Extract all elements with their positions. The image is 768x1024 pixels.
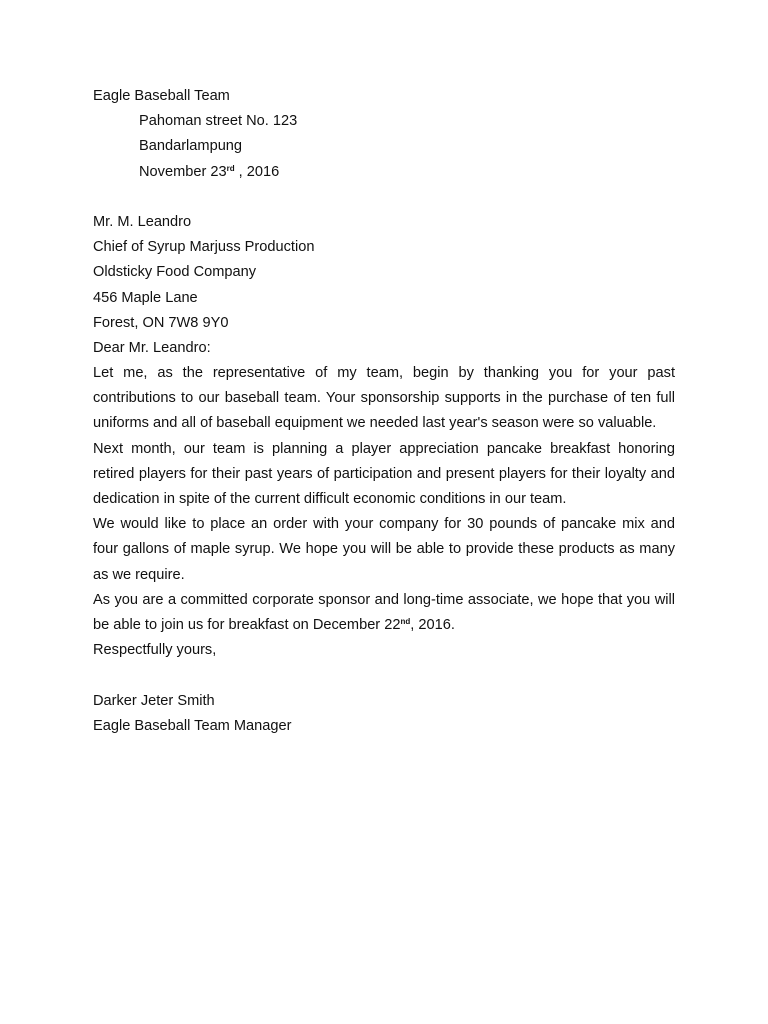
- body-paragraph-4: [93, 588, 675, 638]
- sender-city: Bandarlampung: [139, 138, 243, 155]
- sender-street: Pahoman street No. 123: [139, 113, 298, 130]
- paragraph-4-ordinal: nd: [400, 617, 411, 627]
- spacer: [93, 663, 675, 688]
- recipient-name: Mr. M. Leandro: [93, 213, 192, 230]
- date-suffix: , 2016: [234, 163, 280, 180]
- body-paragraph-3: We would like to place an order with your company for 30 pounds of pancake mix and four gallons of maple syrup. We hope you will be able to provide these products as many as we require.: [93, 516, 675, 583]
- recipient-company: Oldsticky Food Company: [93, 264, 257, 281]
- paragraph-4-text: As you are a committed corporate sponsor and long-time associate, we hope that you will be able to join us for breakfast on December 22: [93, 591, 675, 634]
- salutation: Dear Mr. Leandro:: [93, 339, 211, 356]
- signature-name: Darker Jeter Smith: [93, 692, 215, 709]
- recipient-title: Chief of Syrup Marjuss Production: [93, 239, 315, 256]
- date-prefix: November 23: [139, 163, 227, 180]
- letter-date: [93, 160, 675, 185]
- body-paragraph-1: Let me, as the representative of my team, begin by thanking you for your past contributions to our baseball team. Your sponsorship supports in the purchase of ten full uniforms and all of baseball equipment we needed last year's season were so valuable.: [93, 365, 675, 432]
- letter-page: [93, 84, 675, 739]
- recipient-street: 456 Maple Lane: [93, 289, 198, 306]
- paragraph-4-suffix: , 2016.: [410, 617, 455, 634]
- sender-organization: Eagle Baseball Team: [93, 88, 230, 104]
- closing: Respectfully yours,: [93, 642, 217, 659]
- body-paragraph-2: Next month, our team is planning a player appreciation pancake breakfast honoring retired players for their past years of participation and present players for their loyalty and dedication in spite of the current difficult economic conditions in our team.: [93, 440, 675, 508]
- spacer: [93, 185, 675, 210]
- signature-title: Eagle Baseball Team Manager: [93, 717, 292, 734]
- recipient-city: Forest, ON 7W8 9Y0: [93, 314, 229, 331]
- date-ordinal: rd: [226, 163, 235, 173]
